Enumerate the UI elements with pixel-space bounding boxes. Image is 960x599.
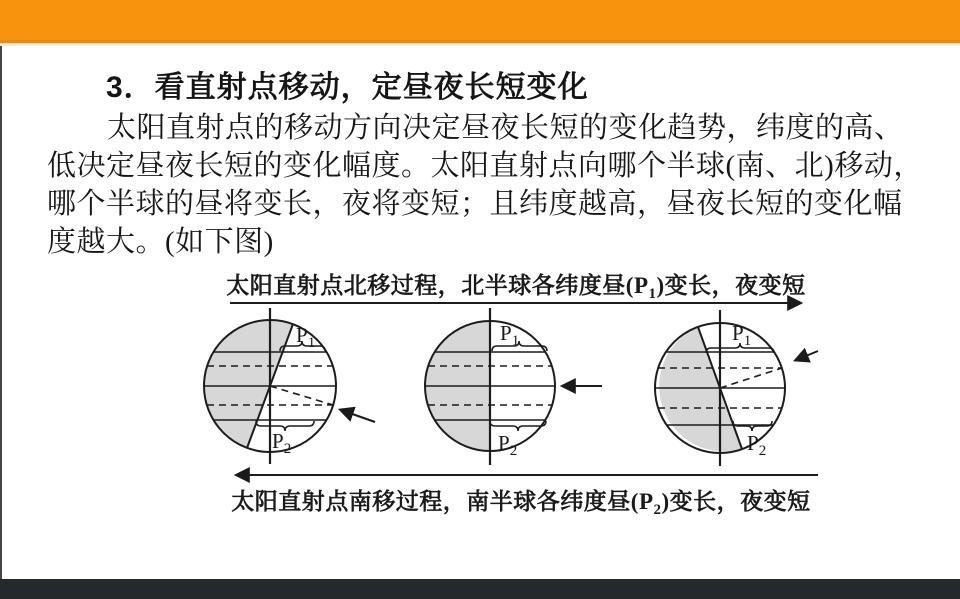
paragraph-line-2: 低决定昼夜长短的变化幅度。太阳直射点向哪个半球(南、北)移动， <box>47 150 923 182</box>
top-bar-highlight-line <box>0 43 960 46</box>
top-orange-bar <box>0 0 960 43</box>
globe-1-direct-ray-dashed-line <box>270 386 333 405</box>
globe-3-p2-label: $P_2$ <box>747 431 767 459</box>
body-paragraph <box>47 109 937 261</box>
globe-1-p1-label: $P_1$ <box>296 323 316 351</box>
south-move-caption: 太阳直射点南移过程，南半球各纬度昼$(P_2)$变长，夜变短 <box>231 489 811 518</box>
globe-1 <box>204 308 375 464</box>
globe-3-direct-ray-dashed-line <box>720 368 782 388</box>
globe-3-p2-brace <box>733 421 772 431</box>
paragraph-line-1: 太阳直射点的移动方向决定昼夜长短的变化趋势，纬度的高、 <box>107 112 904 144</box>
sun-direct-point-diagram <box>0 258 960 520</box>
globe-2 <box>425 308 602 465</box>
globe-2-p1-label: $P_1$ <box>500 321 520 349</box>
globe-1-p2-brace <box>256 421 314 431</box>
paragraph-line-4: 度越大。(如下图) <box>47 226 274 258</box>
globe-1-sunray-arrow <box>341 410 375 422</box>
slide-title: 3．看直射点移动，定昼夜长短变化 <box>106 71 589 104</box>
bottom-dark-bar <box>0 579 960 599</box>
globe-2-p2-label: $P_2$ <box>498 431 518 459</box>
globe-3 <box>655 310 818 466</box>
paragraph-line-3: 哪个半球的昼将变长，夜将变短；且纬度越高，昼夜长短的变化幅 <box>47 188 903 220</box>
globe-3-p1-label: $P_1$ <box>732 321 752 349</box>
globe-3-sunray-arrow <box>796 351 818 360</box>
globe-1-p2-label: $P_2$ <box>272 429 292 457</box>
north-move-caption: 太阳直射点北移过程，北半球各纬度昼$(P_1)$变长，夜变短 <box>226 273 806 302</box>
